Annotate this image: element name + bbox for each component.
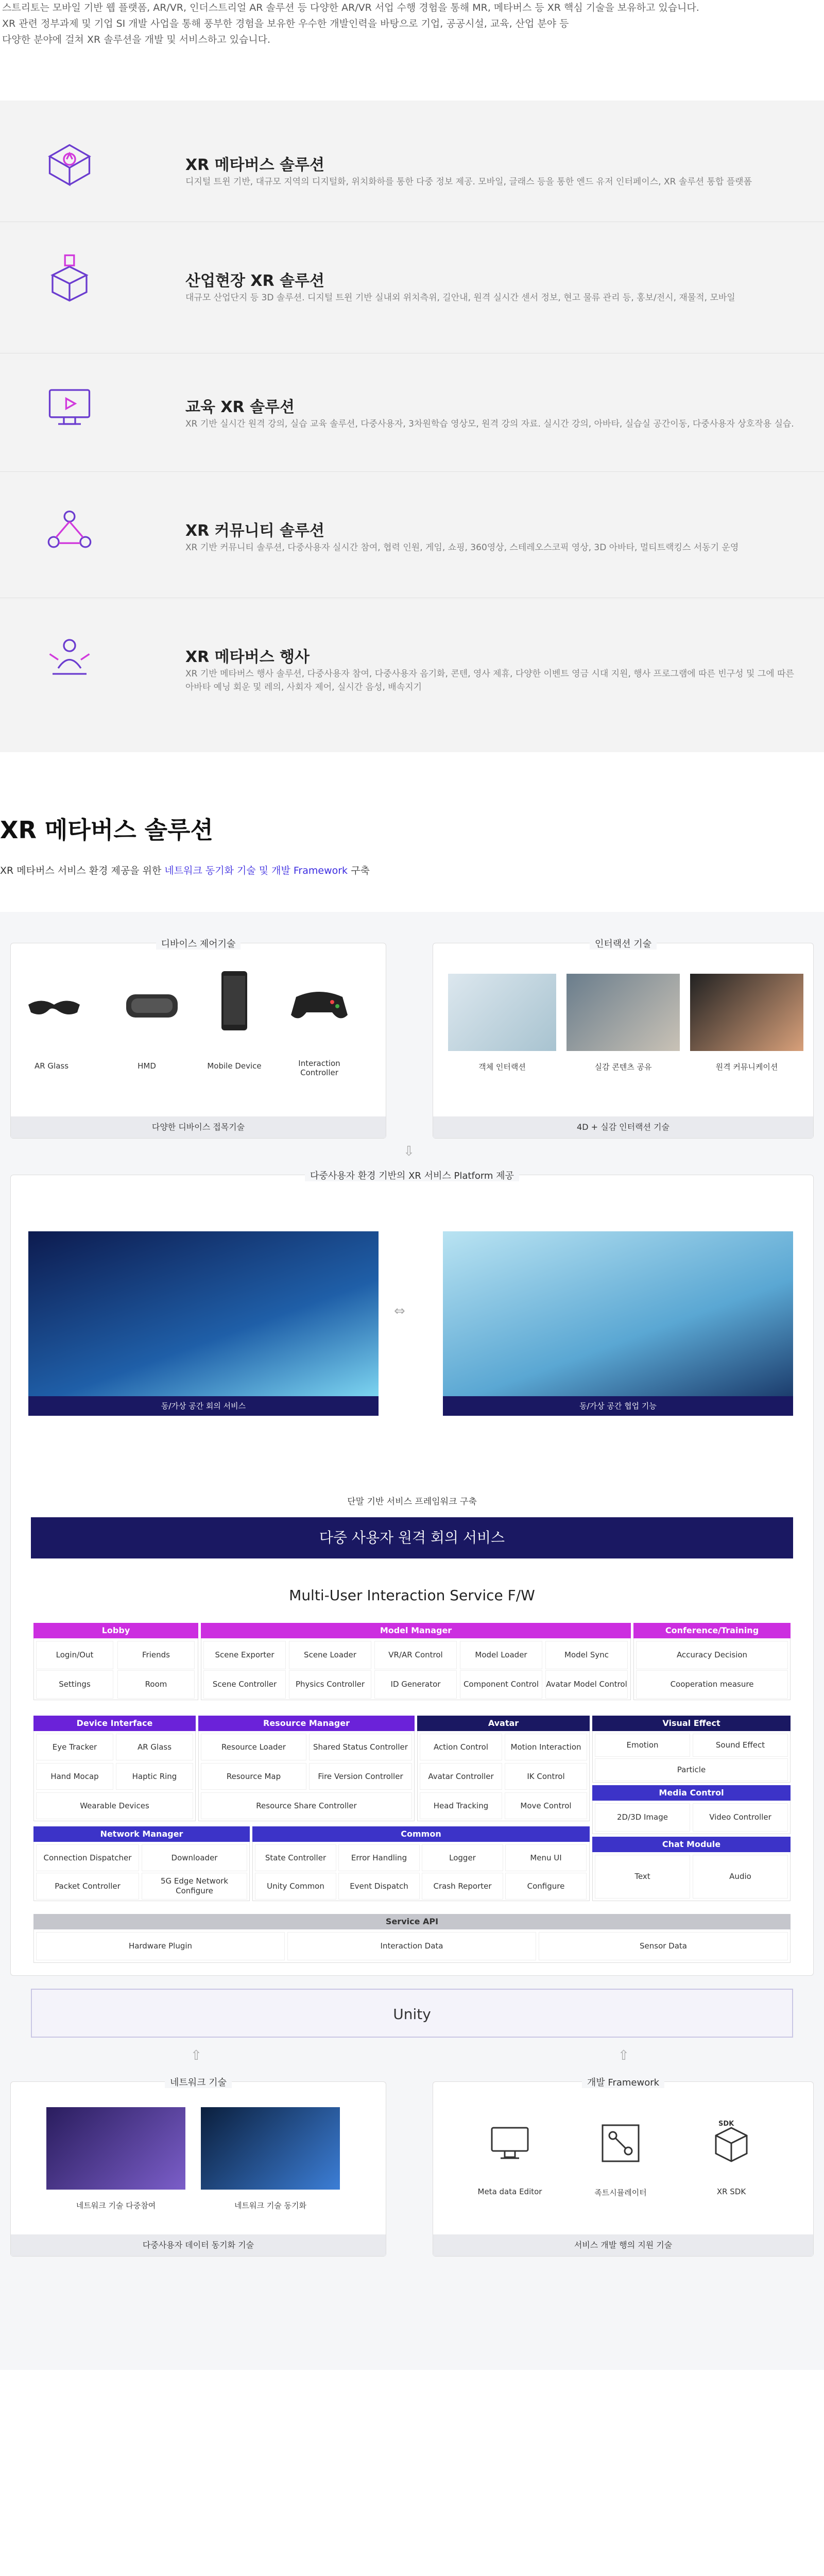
fw-cell: Error Handling: [338, 1844, 420, 1871]
fw-cell: Settings: [36, 1670, 113, 1699]
hmd-icon: [124, 984, 180, 1025]
solutions-list: [0, 100, 824, 752]
factory-icon: [41, 252, 98, 309]
solution-desc: XR 기반 실시간 원격 강의, 실습 교육 솔루션, 다중사용자, 3차원학습 영상모, 원격 강의 자료. 실시간 강의, 아바타, 실습실 공간이동, 다중사용자 상호작용 실습.: [185, 419, 794, 429]
fw-cell: Scene Exporter: [203, 1641, 286, 1669]
up-arrow-icon: ⇧: [191, 2048, 202, 2063]
sdk-badge: SDK: [718, 2120, 734, 2128]
avatar-header: Avatar: [417, 1716, 590, 1731]
common-header: Common: [252, 1826, 590, 1842]
fw-cell: 5G Edge Network Configure: [142, 1873, 247, 1900]
object-interaction-image: [448, 974, 556, 1051]
panel-title-text: 네트워크 기술: [165, 2077, 232, 2088]
fw-cell: Model Loader: [460, 1641, 542, 1669]
network-caption: 네트워크 기술 동기화: [234, 2201, 306, 2210]
fw-cell: Hand Mocap: [36, 1763, 113, 1790]
fw-cell: Room: [117, 1670, 195, 1699]
fw-cell: 2D/3D Image: [595, 1803, 690, 1832]
fw-cell: Fire Version Controller: [309, 1763, 412, 1790]
network-caption: 네트워크 기술 다중참여: [76, 2201, 156, 2210]
down-arrow-icon: ⇩: [403, 1144, 415, 1159]
solution-event: [0, 608, 824, 706]
fw-cell: Resource Loader: [201, 1734, 306, 1760]
unity-banner: Unity: [31, 1989, 793, 2038]
dev-framework-panel: [433, 2081, 814, 2257]
sdk-box-icon: [711, 2123, 752, 2164]
device-label: AR Glass: [34, 1061, 69, 1071]
fw-cell: Unity Common: [255, 1873, 336, 1900]
fw-cell: Login/Out: [36, 1641, 113, 1669]
fw-cell: Emotion: [595, 1734, 690, 1757]
fw-cell: Logger: [422, 1844, 503, 1871]
fw-cell: State Controller: [255, 1844, 336, 1871]
device-label: HMD: [138, 1061, 156, 1071]
device-label: Interaction Controller: [298, 1059, 340, 1077]
bidirectional-arrow-icon: ⇔: [394, 1303, 405, 1319]
chat-module-header: Chat Module: [592, 1837, 791, 1852]
framework-base-label: 단말 기반 서비스 프레임워크 구축: [347, 1497, 477, 1507]
intro-line: 스트리토는 모바일 기반 웹 플랫폼, AR/VR, 인더스트리얼 AR 솔루션 등 다양한 AR/VR 서업 수행 경험을 통해 MR, 메타버스 등 XR 핵심 기술을 보유하고 있습니다.: [2, 2, 699, 13]
meeting-service-image: [28, 1231, 379, 1396]
interaction-label: 원격 커뮤니케이션: [715, 1062, 778, 1072]
fw-cell: Crash Reporter: [422, 1873, 503, 1900]
fw-cell: Packet Controller: [36, 1873, 139, 1900]
framework-item-label: 족트시뮬레이터: [594, 2188, 647, 2197]
fw-cell: AR Glass: [116, 1734, 193, 1760]
subtitle-text: 구축: [348, 865, 370, 876]
fw-cell: Scene Controller: [203, 1670, 286, 1699]
panel-title-text: 인터랙션 기술: [590, 939, 657, 950]
panel-title: [10, 937, 386, 950]
panel-title: [10, 2075, 386, 2089]
interaction-label: 실감 콘텐츠 공유: [594, 1062, 652, 1072]
fw-cell: Model Sync: [545, 1641, 628, 1669]
solution-industry: [0, 232, 824, 330]
solution-metaverse: [0, 116, 824, 214]
lobby-header: Lobby: [33, 1623, 198, 1638]
service-api-header: Service API: [33, 1914, 791, 1929]
framework-bottom-label: 서비스 개발 행의 지원 기술: [433, 2234, 813, 2256]
device-bottom-label: 다양한 디바이스 접목기술: [11, 1116, 386, 1138]
network-bottom-label: 다중사용자 데이터 동기화 기술: [11, 2234, 386, 2256]
panel-title: [433, 2075, 814, 2089]
fw-cell: VR/AR Control: [374, 1641, 457, 1669]
flow-icon: [600, 2123, 641, 2164]
fw-cell: Hardware Plugin: [36, 1932, 285, 1960]
visual-effect-header: Visual Effect: [592, 1716, 791, 1731]
intro-line: XR 관련 정부과제 및 기업 SI 개발 사업을 통해 풍부한 경험을 보유한 우수한 개발인력을 바탕으로 기업, 공공시설, 교육, 산업 분야 등: [2, 18, 569, 29]
multi-user-meeting-banner: 다중 사용자 원격 회의 서비스: [31, 1517, 793, 1558]
panel-title-text: 개발 Framework: [582, 2077, 664, 2088]
fw-cell: Text: [595, 1855, 690, 1899]
panel-title-text: 디바이스 제어기술: [156, 939, 241, 950]
fw-cell: Move Control: [505, 1792, 587, 1819]
solution-title: XR 커뮤니티 솔루션: [185, 522, 324, 540]
solution-desc: XR 기반 커뮤니티 솔루션, 다중사용자 실시간 참여, 협력 인원, 게임, 쇼핑, 360영상, 스테레오스코픽 영상, 3D 아바타, 멀티트랙킹스 서동기 운영: [185, 543, 739, 553]
fw-cell: Configure: [505, 1873, 587, 1900]
fw-cell: Motion Interaction: [505, 1734, 587, 1760]
fw-cell: Component Control: [460, 1670, 542, 1699]
solution-desc: 대규모 산업단지 등 3D 솔루션. 디지털 트윈 기반 실내외 위치측위, 길안내, 원격 실시간 센서 정보, 현고 물류 관리 등, 홍보/전시, 재물적, 모바일: [185, 293, 735, 303]
fw-cell: Scene Loader: [289, 1641, 371, 1669]
community-icon: [41, 502, 98, 559]
section-title-metaverse: XR 메타버스 솔루션: [0, 816, 213, 844]
framework-title: Multi-User Interaction Service F/W: [289, 1587, 535, 1604]
fw-cell: Eye Tracker: [36, 1734, 113, 1760]
device-control-panel: [10, 943, 386, 1139]
content-share-image: [566, 974, 680, 1051]
mobile-device-icon: [216, 969, 252, 1036]
fw-cell: Shared Status Controller: [309, 1734, 412, 1760]
ar-glass-icon: [26, 984, 82, 1025]
device-label: Mobile Device: [207, 1061, 262, 1071]
network-multi-image: [46, 2107, 185, 2190]
framework-item-label: XR SDK: [716, 2187, 746, 2196]
fw-cell: Audio: [693, 1855, 788, 1899]
subtitle-text: XR 메타버스 서비스 환경 제공을 위한: [0, 865, 165, 876]
fw-cell: Sensor Data: [539, 1932, 788, 1960]
fw-cell: Sound Effect: [693, 1734, 788, 1757]
fw-cell: Downloader: [142, 1844, 247, 1871]
device-interface-header: Device Interface: [33, 1716, 196, 1731]
panel-title-text: 다중사용자 환경 기반의 XR 서비스 Platform 제공: [305, 1171, 519, 1181]
fw-cell: Connection Dispatcher: [36, 1844, 139, 1871]
interaction-bottom-label: 4D + 실감 인터랙션 기술: [433, 1116, 813, 1138]
solution-title: 교육 XR 솔루션: [185, 398, 295, 416]
fw-cell: Cooperation measure: [636, 1670, 788, 1699]
fw-cell: Resource Share Controller: [201, 1792, 412, 1819]
interaction-label: 객체 인터랙션: [478, 1062, 526, 1072]
solution-title: XR 메타버스 솔루션: [185, 156, 324, 174]
resource-manager-header: Resource Manager: [198, 1716, 415, 1731]
section-subtitle: [0, 863, 370, 877]
fw-cell: IK Control: [505, 1763, 587, 1790]
architecture-diagram: [0, 912, 824, 2370]
subtitle-highlight: 네트워크 동기화 기술 및 개발 Framework: [164, 865, 348, 876]
fw-cell: Accuracy Decision: [636, 1641, 788, 1669]
intro-line: 다양한 분야에 걸쳐 XR 솔루션을 개발 및 서비스하고 있습니다.: [2, 34, 271, 45]
fw-cell: Avatar Controller: [420, 1763, 502, 1790]
media-control-header: Media Control: [592, 1785, 791, 1801]
up-arrow-icon: ⇧: [618, 2048, 629, 2063]
remote-comm-image: [690, 974, 803, 1051]
solution-desc: XR 기반 메타버스 행사 솔루션, 다중사용자 참여, 다중사용자 음기화, 콘텐, 영사 제휴, 다양한 이벤트 영금 시대 지원, 행사 프로그램에 따른 빈구성 및 그에 따른 아바타 예닝 회운 및 레의, 사회자 제어, 실시간 음성, 배속지기: [185, 669, 794, 692]
divider: [0, 471, 824, 472]
fw-cell: ID Generator: [374, 1670, 457, 1699]
meeting-service-caption: 동/가상 공간 회의 서비스: [28, 1396, 379, 1416]
monitor-icon: [489, 2125, 530, 2161]
intro-text: [0, 0, 824, 48]
network-sync-image: [201, 2107, 340, 2190]
event-icon: [41, 629, 98, 685]
solution-education: [0, 358, 824, 456]
solution-title: XR 메타버스 행사: [185, 648, 310, 666]
solution-desc: 디지털 트윈 기반, 대규모 지역의 디지털화, 위치화하를 통한 다중 정보 제공. 모바일, 글래스 등을 통한 엔드 유저 인터페이스, XR 솔루션 통합 플랫폼: [185, 177, 752, 187]
framework-item-label: Meta data Editor: [477, 2187, 542, 2196]
fw-cell: Physics Controller: [289, 1670, 371, 1699]
fw-cell: Resource Map: [201, 1763, 306, 1790]
solution-title: 산업현장 XR 솔루션: [185, 272, 324, 290]
fw-cell: Video Controller: [693, 1803, 788, 1832]
fw-cell: Action Control: [420, 1734, 502, 1760]
collaboration-image: [443, 1231, 793, 1396]
panel-title: [10, 1168, 814, 1182]
fw-cell: Interaction Data: [287, 1932, 536, 1960]
fw-cell: Menu UI: [505, 1844, 587, 1871]
fw-cell: Haptic Ring: [116, 1763, 193, 1790]
collaboration-caption: 동/가상 공간 협업 기능: [443, 1396, 793, 1416]
fw-cell: Wearable Devices: [36, 1792, 193, 1819]
conference-header: Conference/Training: [633, 1623, 791, 1638]
fw-cell: Head Tracking: [420, 1792, 502, 1819]
network-manager-header: Network Manager: [33, 1826, 250, 1842]
fw-cell: Avatar Model Control: [545, 1670, 628, 1699]
fw-cell: Particle: [595, 1758, 788, 1781]
metaverse-icon: [41, 137, 98, 193]
fw-cell: Friends: [117, 1641, 195, 1669]
fw-cell: Event Dispatch: [338, 1873, 420, 1900]
model-manager-header: Model Manager: [201, 1623, 631, 1638]
panel-title: [433, 937, 814, 950]
monitor-icon: [41, 379, 98, 435]
controller-icon: [288, 984, 350, 1025]
solution-community: [0, 482, 824, 580]
